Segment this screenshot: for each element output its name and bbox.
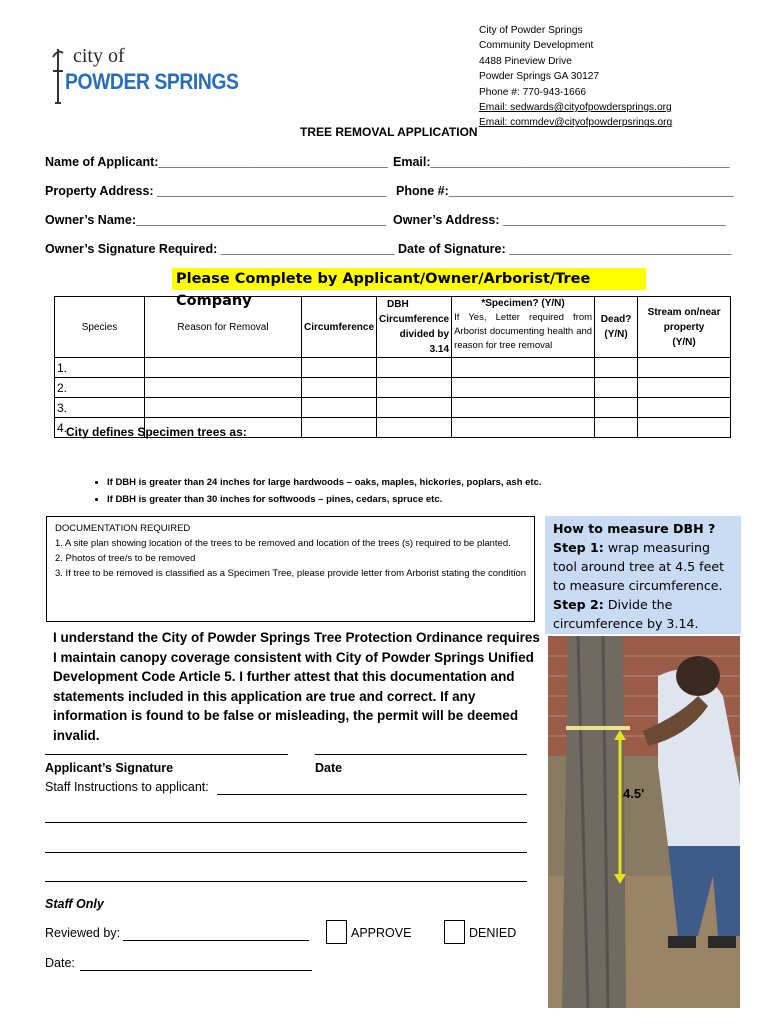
email-link[interactable]: Email: commdev@cityofpowderpsrings.org bbox=[479, 117, 673, 129]
reviewed-by-line[interactable] bbox=[123, 926, 309, 941]
step1-label: Step 1: bbox=[553, 540, 604, 555]
table-cell[interactable] bbox=[452, 398, 595, 418]
reason-header: Reason for Removal bbox=[145, 297, 302, 358]
documentation-item: 1. A site plan showing location of the trees to be removed and location of the trees (s) required to be planted. bbox=[55, 538, 511, 549]
applicant-signature-line[interactable] bbox=[45, 740, 288, 755]
stream-property-label: property bbox=[663, 321, 705, 333]
step1-text: wrap measuring tool around tree at 4.5 feet to measure circumference. bbox=[553, 540, 725, 593]
documentation-item: 2. Photos of tree/s to be removed bbox=[55, 553, 196, 564]
species-header: Species bbox=[55, 297, 145, 358]
table-cell[interactable] bbox=[145, 378, 302, 398]
specimen-title: *Specimen? (Y/N) bbox=[481, 298, 565, 309]
tree-measurement-illustration-icon bbox=[548, 636, 740, 1008]
table-cell[interactable] bbox=[145, 398, 302, 418]
signature-date-field[interactable]: Date of Signature: ________________________________ bbox=[398, 242, 732, 256]
specimen-rule: • If DBH is greater than 24 inches for large hardwoods – oaks, maples, hickories, poplars, ash etc. bbox=[107, 474, 542, 491]
table-row[interactable] bbox=[55, 398, 731, 418]
email-field[interactable]: Email:___________________________________________ bbox=[393, 155, 730, 169]
dbh-measurement-photo bbox=[548, 636, 740, 1008]
specimen-note: If Yes, Letter required from Arborist documenting health and reason for tree removal bbox=[454, 312, 593, 351]
dbh-header bbox=[377, 297, 452, 358]
instruction-banner: Please Complete by Applicant/Owner/Arborist/Tree Company bbox=[172, 268, 646, 290]
owner-signature-field[interactable]: Owner’s Signature Required: _________________________ bbox=[45, 242, 395, 256]
table-cell[interactable] bbox=[377, 418, 452, 438]
table-cell[interactable] bbox=[377, 358, 452, 378]
staff-instructions-line[interactable] bbox=[45, 867, 527, 882]
stream-label: Stream on/near bbox=[647, 306, 721, 318]
review-date-line[interactable] bbox=[80, 956, 312, 971]
table-cell[interactable] bbox=[377, 398, 452, 418]
table-cell[interactable] bbox=[452, 378, 595, 398]
owner-name-field[interactable]: Owner’s Name:____________________________________ bbox=[45, 213, 387, 227]
row-number: 4. bbox=[55, 418, 145, 438]
dbh-divide-label: divided by 3.14 bbox=[399, 329, 450, 355]
table-cell[interactable] bbox=[452, 418, 595, 438]
table-cell[interactable] bbox=[302, 418, 377, 438]
height-label: 4.5' bbox=[623, 786, 645, 801]
table-cell[interactable] bbox=[145, 358, 302, 378]
dead-header bbox=[595, 297, 638, 358]
table-cell[interactable] bbox=[638, 418, 731, 438]
specimen-rules-list bbox=[87, 474, 542, 508]
tree-table bbox=[54, 296, 731, 438]
table-cell[interactable] bbox=[595, 398, 638, 418]
approve-checkbox[interactable] bbox=[326, 920, 347, 944]
table-cell[interactable] bbox=[452, 358, 595, 378]
phone-field[interactable]: Phone #:_________________________________________ bbox=[396, 184, 734, 198]
specimen-rule: • If DBH is greater than 30 inches for softwoods – pines, cedars, spruce etc. bbox=[107, 491, 542, 508]
address-block bbox=[479, 23, 672, 131]
address-line: Powder Springs GA 30127 bbox=[479, 71, 600, 83]
logo-city-text: city of bbox=[73, 45, 125, 67]
denied-label: DENIED bbox=[469, 926, 517, 940]
dead-yn-label: (Y/N) bbox=[604, 329, 628, 340]
table-cell[interactable] bbox=[595, 378, 638, 398]
reviewed-by-label: Reviewed by: bbox=[45, 926, 121, 940]
row-number: 3. bbox=[55, 398, 145, 418]
step2-text: Divide the circumference by 3.14. bbox=[553, 597, 699, 631]
email-link[interactable]: Email: sedwards@cityofpowdersprings.org bbox=[479, 102, 672, 114]
table-cell[interactable] bbox=[595, 418, 638, 438]
staff-instructions-line[interactable] bbox=[45, 838, 527, 853]
logo-name-text: POWDER SPRINGS bbox=[65, 69, 239, 94]
dbh-circumference-label: Circumference bbox=[379, 314, 450, 325]
table-cell[interactable] bbox=[302, 358, 377, 378]
stream-header bbox=[638, 297, 731, 358]
specimen-header bbox=[452, 297, 595, 358]
date-signature-line[interactable] bbox=[315, 740, 527, 755]
address-line: Phone #: 770-943-1666 bbox=[479, 86, 587, 98]
staff-instructions-line[interactable] bbox=[45, 808, 527, 823]
table-cell[interactable] bbox=[638, 398, 731, 418]
documentation-box bbox=[46, 516, 535, 622]
certification-statement: I understand the City of Powder Springs Tree Protection Ordinance requires I maintain canopy coverage consistent with City of Powder Springs Unified Development Code Article 5. I further attest that this documentation and statements included in this application are true and correct. If any information is found to be false or misleading, the permit will be deemed invalid. bbox=[53, 630, 540, 743]
date-label: Date bbox=[315, 761, 343, 775]
table-cell[interactable] bbox=[638, 358, 731, 378]
table-cell[interactable] bbox=[595, 358, 638, 378]
documentation-heading: DOCUMENTATION REQUIRED bbox=[55, 523, 191, 534]
staff-instructions-label: Staff Instructions to applicant: bbox=[45, 780, 209, 794]
table-row[interactable] bbox=[55, 358, 731, 378]
table-row[interactable] bbox=[55, 378, 731, 398]
review-date-label: Date: bbox=[45, 956, 75, 970]
table-cell[interactable] bbox=[377, 378, 452, 398]
row-number: 1. bbox=[55, 358, 145, 378]
staff-instructions-line[interactable] bbox=[217, 780, 527, 795]
denied-checkbox[interactable] bbox=[444, 920, 465, 944]
owner-address-field[interactable]: Owner’s Address: ________________________________ bbox=[393, 213, 726, 227]
documentation-item: 3. If tree to be removed is classified as a Specimen Tree, please provide letter from Arborist stating the condition bbox=[55, 568, 527, 579]
step2-label: Step 2: bbox=[553, 597, 604, 612]
dbh-heading: How to measure DBH ? bbox=[553, 521, 716, 536]
stream-yn-label: (Y/N) bbox=[672, 336, 696, 348]
dbh-instructions-box bbox=[545, 516, 741, 634]
table-header-row bbox=[55, 297, 731, 358]
dbh-label: DBH bbox=[387, 299, 409, 310]
table-cell[interactable] bbox=[638, 378, 731, 398]
approve-label: APPROVE bbox=[351, 926, 412, 940]
page-title: TREE REMOVAL APPLICATION bbox=[300, 125, 478, 139]
address-line: 4488 Pineview Drive bbox=[479, 55, 572, 67]
city-logo bbox=[45, 45, 239, 120]
table-cell[interactable] bbox=[302, 398, 377, 418]
address-line: Community Development bbox=[479, 40, 594, 52]
city-logo-mark-icon bbox=[50, 47, 66, 105]
address-line: City of Powder Springs bbox=[479, 25, 583, 36]
circumference-header: Circumference bbox=[302, 297, 377, 358]
table-cell[interactable] bbox=[302, 378, 377, 398]
dead-label: Dead? bbox=[600, 314, 632, 325]
staff-only-label: Staff Only bbox=[45, 897, 104, 911]
applicant-signature-label: Applicant’s Signature bbox=[45, 761, 174, 775]
applicant-name-field[interactable]: Name of Applicant:_________________________________ bbox=[45, 155, 388, 169]
property-address-field[interactable]: Property Address: _________________________________ bbox=[45, 184, 387, 198]
row-number: 2. bbox=[55, 378, 145, 398]
specimen-definition-heading: City defines Specimen trees as: bbox=[66, 425, 247, 439]
